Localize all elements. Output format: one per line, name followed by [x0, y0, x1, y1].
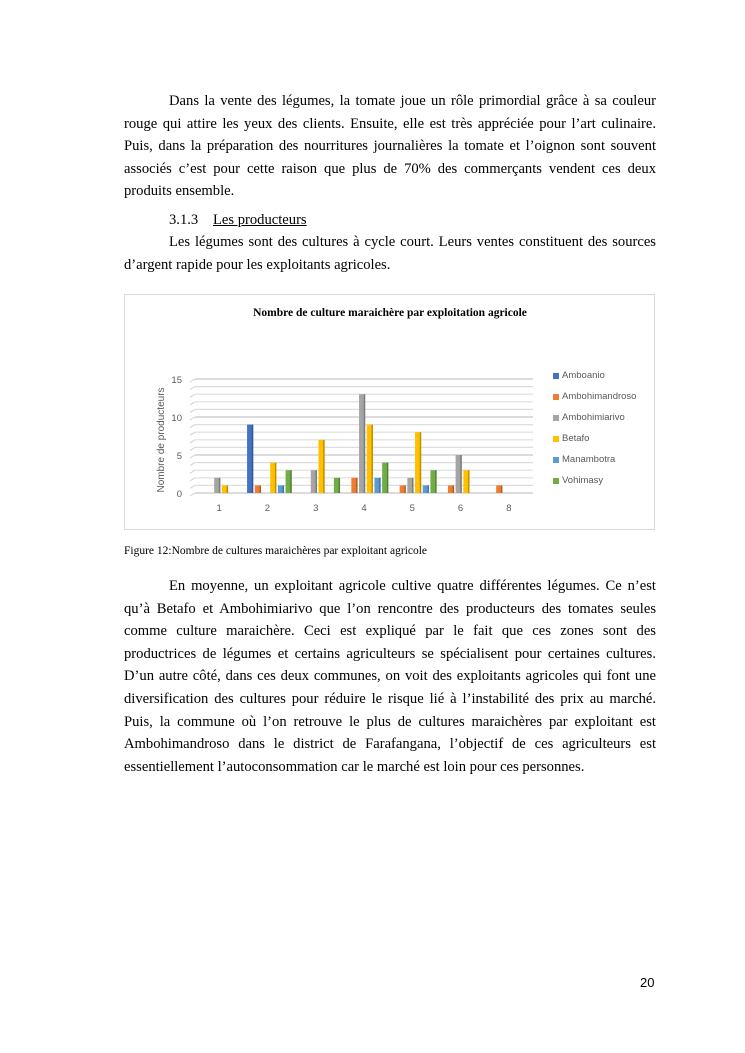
bar-shade — [259, 485, 261, 493]
legend-label: Vohimasy — [562, 475, 604, 486]
bar-shade — [290, 470, 292, 493]
gridline-depth — [190, 478, 195, 481]
gridline-depth — [190, 440, 195, 443]
gridline-depth — [190, 485, 195, 488]
gridline-depth — [190, 455, 195, 458]
legend-swatch — [553, 457, 559, 463]
gridline-depth — [190, 394, 195, 397]
x-tick-label: 4 — [361, 503, 367, 514]
gridline-depth — [190, 387, 195, 390]
x-tick-label: 5 — [409, 503, 415, 514]
bar-shade — [219, 478, 221, 493]
chart-title: Nombre de culture maraichère par exploitation agricole — [253, 307, 527, 319]
legend-swatch — [553, 415, 559, 421]
bar-shade — [315, 470, 317, 493]
legend-item — [553, 386, 636, 407]
bar-shade — [371, 425, 373, 493]
bar-shade — [468, 470, 470, 493]
legend-item — [553, 449, 636, 470]
legend-item — [553, 428, 636, 449]
section-heading — [169, 209, 307, 231]
bar-shade — [453, 485, 455, 493]
bar-shade — [427, 485, 429, 493]
bar-shade — [412, 478, 414, 493]
bar-shade — [356, 478, 358, 493]
legend-item — [553, 470, 636, 491]
legend-label: Ambohimandroso — [562, 391, 637, 402]
legend-label: Manambotra — [562, 454, 616, 465]
y-tick-label: 5 — [176, 451, 182, 462]
bar-shade — [283, 485, 285, 493]
bar-shade — [404, 485, 406, 493]
bar-shade — [275, 463, 277, 493]
bar-shade — [460, 455, 462, 493]
x-tick-label: 3 — [313, 503, 319, 514]
gridline-depth — [190, 470, 195, 473]
legend-item — [553, 407, 636, 428]
bar-shade — [420, 432, 422, 493]
y-axis-label: Nombre de producteurs — [156, 387, 167, 493]
gridline-depth — [190, 425, 195, 428]
x-tick-label: 1 — [216, 503, 222, 514]
chart-legend — [553, 365, 636, 491]
legend-swatch — [553, 394, 559, 400]
legend-swatch — [553, 373, 559, 379]
gridline-depth — [190, 447, 195, 450]
bar-shade — [252, 425, 254, 493]
gridline-depth — [190, 432, 195, 435]
bar-shade — [501, 485, 503, 493]
paragraph-tomato-sales: Dans la vente des légumes, la tomate joue un rôle primordial grâce à sa couleur rouge qui attire les yeux des clients. Ensuite, elle est très appréciée pour l’art culinaire. Puis, dans la préparation des nourritures journalières la tomate et l’oignon sont souvent associés c’est pour cette raison que plus de 70% des commerçants vendent ces deux produits ensemble. — [124, 93, 656, 200]
page-number: 20 — [640, 975, 655, 990]
legend-label: Ambohimiarivo — [562, 412, 625, 423]
bar-shade — [387, 463, 389, 493]
gridline-depth — [190, 409, 195, 412]
bar-shade — [323, 440, 325, 493]
x-tick-label: 6 — [457, 503, 464, 514]
gridline-depth — [190, 402, 195, 405]
legend-swatch — [553, 478, 559, 484]
x-tick-label: 8 — [506, 503, 512, 514]
gridline-depth — [190, 379, 195, 382]
legend-item — [553, 365, 636, 386]
legend-label: Amboanio — [562, 370, 605, 381]
gridline-depth — [190, 463, 195, 466]
x-tick-label: 2 — [264, 503, 271, 514]
bar-shade — [339, 478, 341, 493]
bar-shade — [379, 478, 381, 493]
legend-swatch — [553, 436, 559, 442]
bar-shade — [227, 485, 229, 493]
y-tick-label: 10 — [171, 413, 182, 424]
y-tick-label: 15 — [171, 375, 182, 386]
section-title: Les producteurs — [213, 212, 307, 228]
gridline-depth — [190, 417, 195, 420]
y-tick-label: 0 — [176, 489, 182, 500]
paragraph-average-crops: En moyenne, un exploitant agricole cultive quatre différentes légumes. Ce n’est qu’à Betafo et Ambohimiarivo que l’on rencontre des producteurs des tomates seules comme culture maraichère. Ceci est expliqué par le fait que ces zones sont des productrices de légumes et certains agriculteurs se spécialisent pour certaines cultures. D’un autre côté, dans ces deux communes, on voit des exploitants agricoles qui font une diversification des cultures pour réduire le risque lié à l’instabilité des prix au marché. Puis, la commune où l’on retrouve le plus de cultures maraichères par exploitant est Ambohimandroso dans le district de Farafangana, l’objectif de ces agriculteurs est essentiellement l’autoconsommation car le marché est loin pour ces personnes. — [124, 578, 656, 775]
figure-caption: Figure 12:Nombre de cultures maraichères par exploitant agricole — [124, 545, 428, 557]
chart-container — [124, 294, 655, 530]
gridline-depth — [190, 493, 195, 496]
paragraph-vegetables-short-cycle: Les légumes sont des cultures à cycle court. Leurs ventes constituent des sources d’argent rapide pour les exploitants agricoles. — [124, 234, 656, 273]
legend-label: Betafo — [562, 433, 590, 444]
bar-shade — [435, 470, 437, 493]
section-number: 3.1.3 — [169, 212, 199, 228]
bar-shade — [364, 394, 366, 493]
